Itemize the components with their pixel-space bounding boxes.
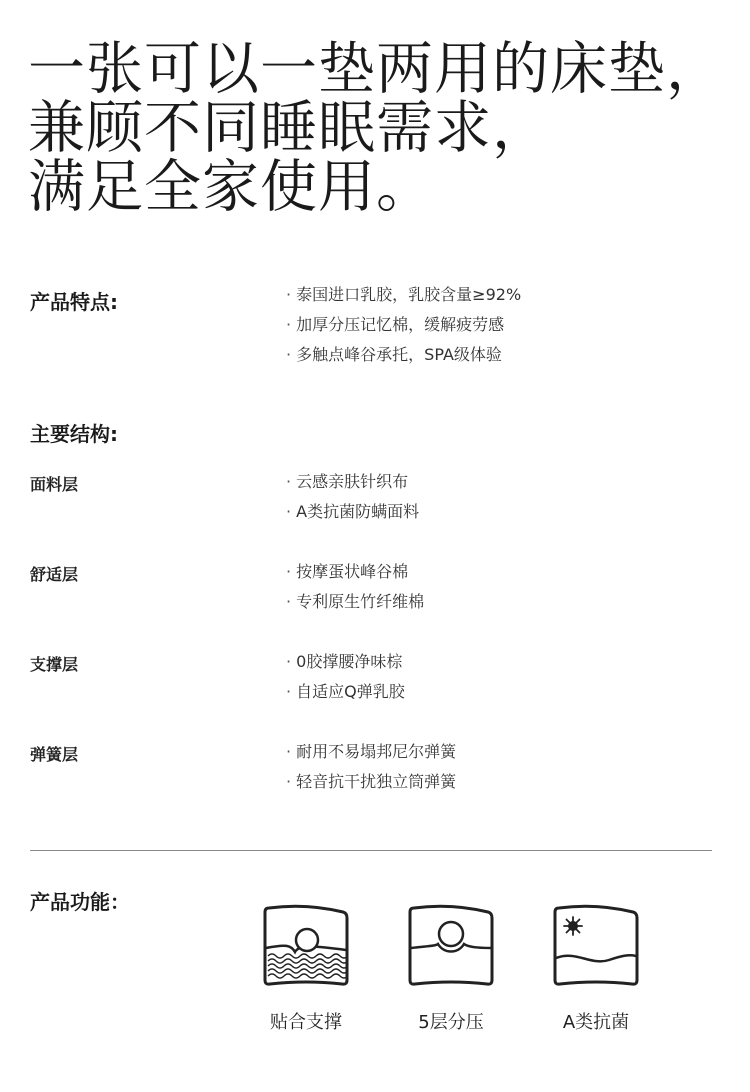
layer-item: · 0胶撑腰净味棕 — [286, 647, 405, 677]
feature-item: · 泰国进口乳胶，乳胶含量≥92% — [286, 280, 521, 310]
feature-item: · 多触点峰谷承托，SPA级体验 — [286, 340, 521, 370]
layer-list-fabric — [286, 467, 419, 527]
structure-title: 主要结构: — [30, 422, 118, 446]
headline-line-3: 满足全家使用。 — [28, 154, 434, 220]
layer-name-comfort: 舒适层 — [30, 565, 79, 584]
layer-item: · 轻音抗干扰独立筒弹簧 — [286, 767, 456, 797]
layer-list-spring — [286, 737, 456, 797]
layer-list-support — [286, 647, 405, 707]
feature-item: · 加厚分压记忆棉，缓解疲劳感 — [286, 310, 521, 340]
headline — [28, 36, 724, 220]
function-label: 5层分压 — [418, 1012, 484, 1033]
function-five-layer — [386, 900, 516, 1034]
germ-icon — [564, 917, 582, 935]
antibacterial-icon — [551, 900, 641, 990]
layer-item: · 按摩蛋状峰谷棉 — [286, 557, 424, 587]
layer-name-spring: 弹簧层 — [30, 745, 79, 764]
function-label: A类抗菌 — [562, 1012, 630, 1033]
layer-item: · A类抗菌防螨面料 — [286, 497, 419, 527]
layer-name-fabric: 面料层 — [30, 475, 79, 494]
fit-support-icon — [261, 900, 351, 990]
five-layer-pressure-icon — [406, 900, 496, 990]
layer-item: · 云感亲肤针织布 — [286, 467, 419, 497]
headline-line-1: 一张可以一垫两用的床垫， — [28, 36, 724, 102]
features-list — [286, 280, 521, 370]
function-antibacterial — [531, 900, 661, 1034]
layer-item: · 自适应Q弹乳胶 — [286, 677, 405, 707]
functions-title: 产品功能： — [30, 890, 130, 914]
layer-name-support: 支撑层 — [30, 655, 79, 674]
layer-item: · 专利原生竹纤维棉 — [286, 587, 424, 617]
layer-list-comfort — [286, 557, 424, 617]
section-divider — [30, 850, 712, 851]
function-label: 贴合支撑 — [270, 1012, 342, 1033]
features-title: 产品特点: — [30, 290, 118, 314]
headline-line-2: 兼顾不同睡眠需求， — [28, 95, 550, 161]
function-fit-support — [241, 900, 371, 1034]
layer-item: · 耐用不易塌邦尼尔弹簧 — [286, 737, 456, 767]
